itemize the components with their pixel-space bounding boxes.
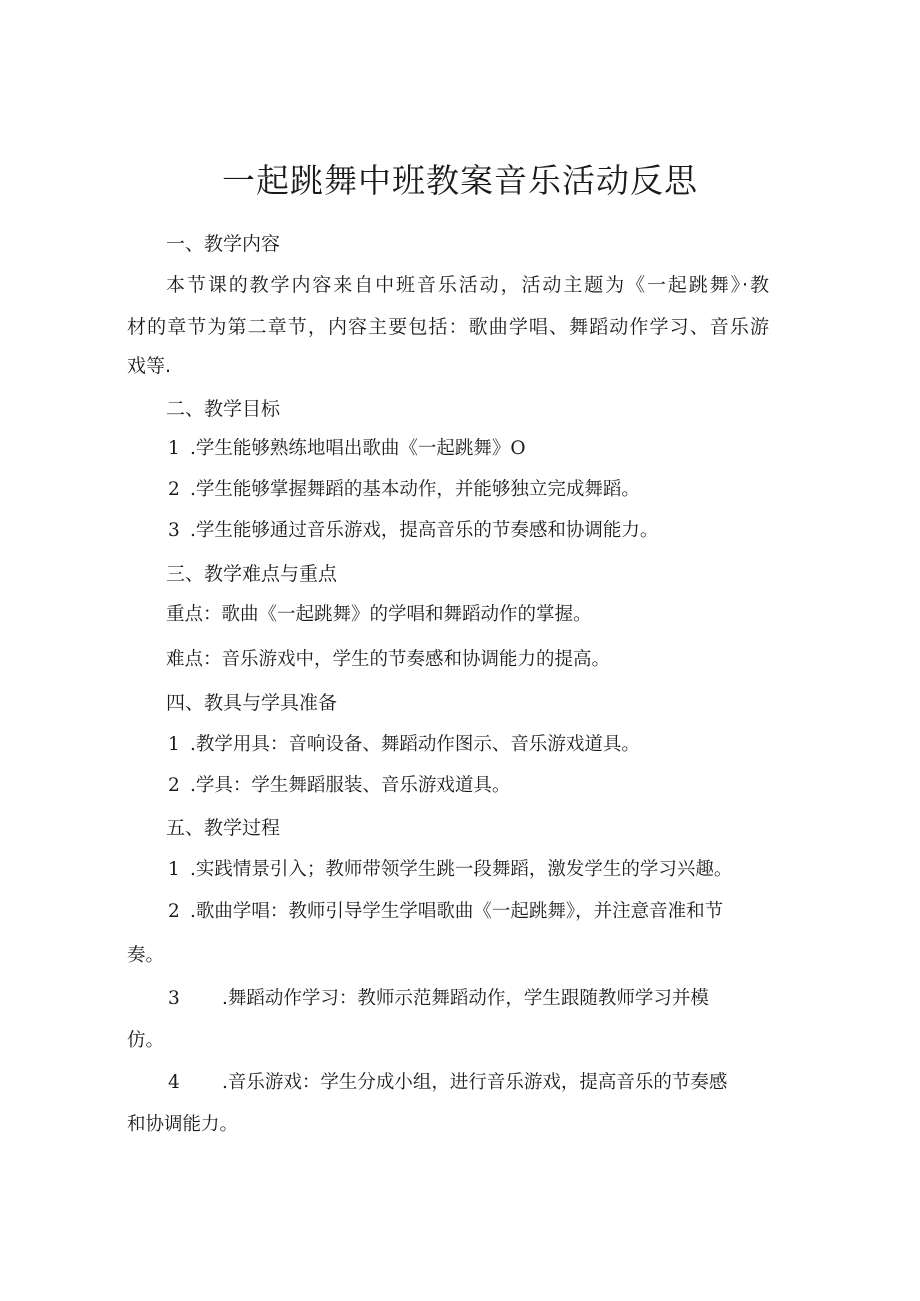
key-point-line: 重点：歌曲《一起跳舞》的学唱和舞蹈动作的掌握。	[166, 604, 592, 625]
section-heading-content: 一、教学内容	[166, 233, 281, 255]
material-item-number: 1	[168, 734, 180, 755]
material-item-1	[168, 730, 640, 760]
process-item-number: 3	[168, 988, 180, 1009]
material-item-text: .教学用具：音响设备、舞蹈动作图示、音乐游戏道具。	[190, 734, 640, 755]
section-heading-materials: 四、教具与学具准备	[166, 692, 338, 714]
process-item-1	[168, 855, 732, 885]
goal-item-text: .学生能够熟练地唱出歌曲《一起跳舞》O	[190, 438, 526, 459]
goal-item-text: .学生能够掌握舞蹈的基本动作，并能够独立完成舞蹈。	[190, 479, 640, 500]
goal-item-2	[168, 475, 640, 505]
goal-item-number: 1	[168, 438, 180, 459]
process-item-text: .实践情景引入；教师带领学生跳一段舞蹈，激发学生的学习兴趣。	[190, 859, 733, 880]
process-item-number: 2	[168, 901, 180, 922]
process-item-4-continuation: 和协调能力。	[127, 1114, 239, 1135]
material-item-2	[168, 771, 510, 801]
content-paragraph-text-2: 材的章节为第二章节，内容主要包括：歌曲学唱、舞蹈动作学习、音乐游	[127, 316, 769, 338]
process-item-number: 4	[168, 1072, 180, 1093]
process-item-text: .舞蹈动作学习：教师示范舞蹈动作，学生跟随教师学习并模	[222, 988, 709, 1009]
section-heading-key-points: 三、教学难点与重点	[166, 563, 338, 585]
section-heading-process: 五、教学过程	[166, 817, 281, 839]
difficulty-line: 难点：音乐游戏中，学生的节奏感和协调能力的提高。	[166, 649, 611, 670]
goal-item-number: 3	[168, 520, 180, 541]
content-paragraph-text-1: 本节课的教学内容来自中班音乐活动，活动主题为《一起跳舞》·教	[166, 274, 769, 296]
goal-item-text: .学生能够通过音乐游戏，提高音乐的节奏感和协调能力。	[190, 520, 659, 541]
material-item-number: 2	[168, 775, 180, 796]
process-item-number: 1	[168, 859, 180, 880]
process-item-3	[168, 984, 709, 1014]
section-heading-goals: 二、教学目标	[166, 398, 281, 420]
process-item-text: .歌曲学唱：教师引导学生学唱歌曲《一起跳舞》，并注意音准和节	[190, 901, 724, 922]
goal-item-1	[168, 434, 526, 464]
process-item-text: .音乐游戏：学生分成小组，进行音乐游戏，提高音乐的节奏感	[222, 1072, 728, 1093]
goal-item-number: 2	[168, 479, 180, 500]
process-item-2-continuation: 奏。	[127, 945, 165, 966]
goal-item-3	[168, 516, 658, 546]
content-paragraph-line-2	[127, 312, 769, 342]
process-item-2	[168, 897, 723, 927]
content-paragraph-line-3: 戏等.	[127, 355, 172, 377]
material-item-text: .学具：学生舞蹈服装、音乐游戏道具。	[190, 775, 511, 796]
document-title: 一起跳舞中班教案音乐活动反思	[222, 161, 698, 200]
content-paragraph-line-1	[166, 270, 769, 300]
process-item-3-continuation: 仿。	[127, 1030, 165, 1051]
process-item-4	[168, 1068, 727, 1098]
